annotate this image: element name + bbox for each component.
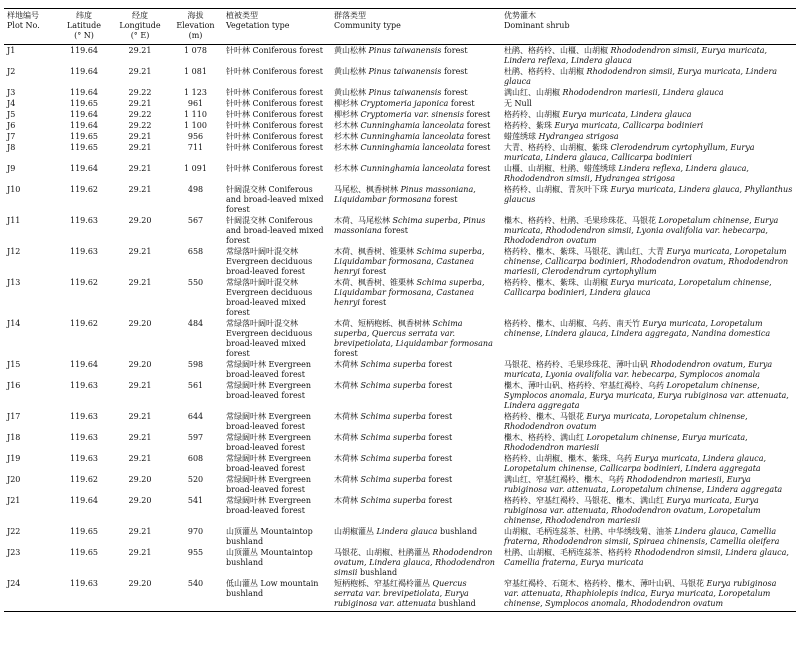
longitude-cell: 29.22 [128, 110, 152, 119]
elevation-cell: 644 [187, 412, 204, 421]
vegetation-type-cell: 常绿阔叶林 Evergreen broad-leaved forest [226, 454, 312, 473]
dominant-shrub-cell: 格药柃、山胡椒、青灰叶下珠 Eurya muricata, Lindera glauca, Phyllanthus glaucus [504, 185, 793, 204]
community-type-cell: 黄山松林 Pinus taiwanensis forest [334, 88, 468, 97]
plot-id-cell: J21 [7, 496, 21, 505]
plot-table [4, 8, 796, 612]
longitude-cell: 29.20 [112, 578, 168, 612]
table-row [4, 215, 796, 246]
vegetation-type-cell: 针叶林 Coniferous forest [226, 88, 323, 97]
plot-id-cell: J6 [7, 121, 16, 130]
latitude-cell: 119.63 [70, 433, 98, 442]
longitude-cell: 29.21 [128, 143, 152, 152]
table-row [4, 246, 796, 277]
plot-id-cell: J4 [7, 99, 16, 108]
dominant-shrub-cell: 蜡莲绣球 Hydrangea strigosa [504, 132, 619, 141]
table-row [4, 66, 796, 87]
vegetation-type-cell: 山顶灌丛 Mountaintop bushland [226, 548, 313, 567]
elevation-cell: 541 [187, 496, 204, 505]
latitude-cell: 119.63 [70, 412, 98, 421]
elevation-cell: 598 [187, 360, 204, 369]
latitude-cell: 119.64 [70, 121, 98, 130]
table-row [4, 184, 796, 215]
plot-id-cell: J5 [7, 110, 16, 119]
latitude-cell: 119.63 [70, 247, 98, 256]
plot-table-container [4, 8, 796, 612]
elevation-cell: 498 [187, 185, 204, 194]
latitude-cell: 119.64 [70, 496, 98, 505]
dominant-shrub-cell: 格药柃、山胡椒、檵木、紫珠、乌药 Eurya muricata, Lindera glauca, Loropetalum chinense, Callicarpa bodinieri, Lindera aggregata [504, 454, 767, 473]
community-type-cell: 黄山松林 Pinus taiwanensis forest [334, 67, 468, 76]
vegetation-type-cell: 针叶林 Coniferous forest [226, 67, 323, 76]
elevation-cell: 567 [187, 216, 204, 225]
community-type-cell: 木荷林 Schima superba forest [334, 412, 453, 421]
community-type-cell: 木荷林 Schima superba forest [334, 360, 453, 369]
table-row [4, 380, 796, 411]
latitude-cell: 119.65 [70, 143, 98, 152]
vegetation-type-cell: 常绿阔叶林 Evergreen broad-leaved forest [226, 412, 312, 431]
vegetation-type-cell: 针阔混交林 Coniferous and broad-leaved mixed forest [226, 185, 324, 214]
latitude-cell: 119.64 [70, 110, 98, 119]
longitude-cell: 29.20 [128, 475, 152, 484]
vegetation-type-cell: 针叶林 Coniferous forest [226, 143, 323, 152]
elevation-cell: 597 [187, 433, 204, 442]
dominant-shrub-cell: 格药柃、檵木、马银花 Eurya muricata, Loropetalum chinense, Rhododendron ovatum [504, 412, 748, 431]
elevation-cell: 1 110 [184, 110, 207, 119]
longitude-cell: 29.21 [128, 99, 152, 108]
community-type-cell: 木荷林 Schima superba forest [334, 381, 453, 390]
plot-id-cell: J22 [7, 527, 21, 536]
latitude-cell: 119.62 [70, 475, 98, 484]
plot-id-cell: J2 [7, 67, 16, 76]
dominant-shrub-cell: 格药柃、檵木、紫珠、马银花、满山红、大青 Eurya muricata, Loropetalum chinense, Callicarpa bodinieri, Rhododendron ovatum, Rhododendron mariesii, Clerodendrum cyrtophyllum [504, 247, 789, 276]
elevation-cell: 1 091 [184, 164, 207, 173]
longitude-cell: 29.20 [128, 216, 152, 225]
longitude-cell: 29.21 [128, 433, 152, 442]
dominant-shrub-cell: 无 Null [504, 99, 532, 108]
plot-id-cell: J12 [7, 247, 21, 256]
vegetation-type-cell: 常绿阔叶林 Evergreen broad-leaved forest [226, 433, 312, 452]
vegetation-type-cell: 常绿阔叶林 Evergreen broad-leaved forest [226, 381, 312, 400]
elevation-cell: 1 123 [184, 88, 207, 97]
elevation-cell: 956 [187, 132, 204, 141]
dominant-shrub-cell: 山橿、山胡椒、杜鹃、蜡莲绣球 Lindera reflexa, Lindera glauca, Rhododendron simsii, Hydrangea strigosa [504, 164, 749, 183]
elevation-cell: 484 [187, 319, 204, 328]
longitude-cell: 29.21 [128, 412, 152, 421]
latitude-cell: 119.64 [70, 46, 98, 55]
table-row [4, 547, 796, 578]
vegetation-type-cell: 针叶林 Coniferous forest [226, 110, 323, 119]
latitude-cell: 119.65 [70, 548, 98, 557]
longitude-cell: 29.20 [128, 496, 152, 505]
longitude-cell: 29.21 [128, 67, 152, 76]
dominant-shrub-cell: 窄基红褐柃、石斑木、格药柃、檵木、薄叶山矾、马银花 Eurya rubiginosa var. attenuata, Rhaphiolepis indica, Eurya muricata, Loropetalum chinense, Symplocos anomala, Rhododendron ovatum [501, 578, 796, 612]
community-type-cell: 柳杉林 Cryptomeria var. sinensis forest [334, 110, 491, 119]
dominant-shrub-cell: 大青、格药柃、山胡椒、紫珠 Clerodendrum cyrtophyllum, Eurya muricata, Lindera glauca, Callicarpa bodinieri [504, 143, 755, 162]
latitude-cell: 119.62 [70, 185, 98, 194]
header-dominant-shrub: 优势灌木 Dominant shrub [501, 9, 796, 45]
vegetation-type-cell: 山顶灌丛 Mountaintop bushland [226, 527, 313, 546]
dominant-shrub-cell: 檵木、格药柃、满山红 Loropetalum chinense, Eurya muricata, Rhododendron mariesii [504, 433, 748, 452]
plot-id-cell: J20 [7, 475, 21, 484]
plot-id-cell: J8 [7, 143, 16, 152]
plot-id-cell: J14 [7, 319, 21, 328]
plot-id-cell: J9 [7, 164, 16, 173]
longitude-cell: 29.21 [128, 454, 152, 463]
vegetation-type-cell: 针叶林 Coniferous forest [226, 121, 323, 130]
longitude-cell: 29.20 [128, 360, 152, 369]
header-longitude: 经度 Longitude (° E) [112, 9, 168, 45]
vegetation-type-cell: 常绿落叶阔叶混交林 Evergreen deciduous broad-leaved mixed forest [226, 319, 313, 358]
latitude-cell: 119.64 [70, 67, 98, 76]
latitude-cell: 119.64 [70, 164, 98, 173]
vegetation-type-cell: 常绿阔叶林 Evergreen broad-leaved forest [226, 475, 312, 494]
table-row [4, 526, 796, 547]
latitude-cell: 119.65 [70, 527, 98, 536]
longitude-cell: 29.21 [128, 548, 152, 557]
dominant-shrub-cell: 檵木、薄叶山矾、格药柃、窄基红褐柃、乌药 Loropetalum chinense, Symplocos anomala, Eurya muricata, Eurya rubiginosa var. attenuata, Lindera aggregata [504, 381, 789, 410]
elevation-cell: 955 [187, 548, 204, 557]
dominant-shrub-cell: 格药柃、檵木、紫珠、山胡椒 Eurya muricata, Loropetalum chinense, Callicarpa bodinieri, Lindera glauca [504, 278, 772, 297]
longitude-cell: 29.21 [128, 278, 152, 287]
plot-id-cell: J15 [7, 360, 21, 369]
longitude-cell: 29.20 [128, 319, 152, 328]
elevation-cell: 961 [187, 99, 204, 108]
plot-id-cell: J7 [7, 132, 16, 141]
longitude-cell: 29.21 [128, 527, 152, 536]
plot-id-cell: J11 [7, 216, 21, 225]
table-row [4, 453, 796, 474]
table-row [4, 359, 796, 380]
longitude-cell: 29.21 [128, 185, 152, 194]
longitude-cell: 29.21 [128, 164, 152, 173]
vegetation-type-cell: 针阔混交林 Coniferous and broad-leaved mixed forest [226, 216, 324, 245]
elevation-cell: 711 [187, 143, 204, 152]
dominant-shrub-cell: 满山红、窄基红褐柃、檵木、乌药 Rhododendron mariesii, Eurya rubiginosa var. attenuata, Loropetalum chinense, Lindera aggregata [504, 475, 783, 494]
plot-id-cell: J1 [7, 46, 16, 55]
longitude-cell: 29.21 [128, 381, 152, 390]
table-row [4, 109, 796, 120]
community-type-cell: 杉木林 Cunninghamia lanceolata forest [334, 143, 491, 152]
table-row [4, 318, 796, 359]
community-type-cell: 木荷林 Schima superba forest [334, 454, 453, 463]
header-vegetation-type: 植被类型 Vegetation type [223, 9, 331, 45]
latitude-cell: 119.65 [70, 99, 98, 108]
vegetation-type-cell: 针叶林 Coniferous forest [226, 164, 323, 173]
latitude-cell: 119.63 [56, 578, 112, 612]
dominant-shrub-cell: 杜鹃、格药柃、山胡椒 Rhododendron simsii, Eurya muricata, Lindera glauca [504, 67, 778, 86]
community-type-cell: 山胡椒灌丛 Lindera glauca bushland [334, 527, 478, 536]
latitude-cell: 119.65 [70, 132, 98, 141]
community-type-cell: 杉木林 Cunninghamia lanceolata forest [334, 132, 491, 141]
elevation-cell: 970 [187, 527, 204, 536]
header-plot-no: 样地编号 Plot No. [4, 9, 56, 45]
community-type-cell: 柳杉林 Cryptomeria japonica forest [334, 99, 475, 108]
dominant-shrub-cell: 檵木、格药柃、杜鹃、毛果珍珠花、马银花 Loropetalum chinense, Eurya muricata, Rhododendron simsii, Lyonia ovalifolia var. hebecarpa, Rhododendron ovatum [504, 216, 779, 245]
vegetation-type-cell: 常绿落叶阔叶混交林 Evergreen deciduous broad-leaved forest [226, 247, 313, 276]
vegetation-type-cell: 低山灌丛 Low mountain bushland [223, 578, 331, 612]
latitude-cell: 119.64 [70, 360, 98, 369]
community-type-cell: 木荷、枫香树、锥栗林 Schima superba, Liquidambar formosana, Castanea henryi forest [334, 278, 485, 307]
plot-id-cell: J13 [7, 278, 21, 287]
dominant-shrub-cell: 格药柃、檵木、山胡椒、乌药、南天竹 Eurya muricata, Loropetalum chinense, Lindera glauca, Lindera aggregata, Nandina domestica [504, 319, 771, 338]
longitude-cell: 29.21 [128, 247, 152, 256]
table-row [4, 432, 796, 453]
elevation-cell: 1 100 [184, 121, 207, 130]
longitude-cell: 29.22 [128, 121, 152, 130]
community-type-cell: 木荷林 Schima superba forest [334, 433, 453, 442]
table-row [4, 45, 796, 67]
dominant-shrub-cell: 杜鹃、山胡椒、毛柄连蕊茶、格药柃 Rhododendron simsii, Lindera glauca, Camellia fraterna, Eurya muricata [504, 548, 789, 567]
elevation-cell: 1 081 [184, 67, 207, 76]
plot-id-cell: J17 [7, 412, 21, 421]
table-row [4, 277, 796, 318]
longitude-cell: 29.22 [128, 88, 152, 97]
dominant-shrub-cell: 满山红、山胡椒 Rhododendron mariesii, Lindera glauca [504, 88, 724, 97]
elevation-cell: 608 [187, 454, 204, 463]
elevation-cell: 540 [168, 578, 223, 612]
header-community-type: 群落类型 Community type [331, 9, 501, 45]
table-row [4, 98, 796, 109]
plot-id-cell: J23 [7, 548, 21, 557]
plot-id-cell: J24 [4, 578, 56, 612]
dominant-shrub-cell: 格药柃、窄基红褐柃、马银花、檵木、满山红 Eurya muricata, Eurya rubiginosa var. attenuata, Rhododendron ovatum, Loropetalum chinense, Rhododendron mariesii [504, 496, 761, 525]
elevation-cell: 658 [187, 247, 204, 256]
dominant-shrub-cell: 格药柃、紫珠 Eurya muricata, Callicarpa bodinieri [504, 121, 704, 130]
table-row [4, 163, 796, 184]
vegetation-type-cell: 常绿落叶阔叶混交林 Evergreen deciduous broad-leaved mixed forest [226, 278, 313, 317]
plot-id-cell: J16 [7, 381, 21, 390]
latitude-cell: 119.64 [70, 88, 98, 97]
table-row [4, 411, 796, 432]
community-type-cell: 短柄枹栎、窄基红褐柃灌丛 Quercus serrata var. brevipetiolata, Eurya rubiginosa var. attenuata bushland [331, 578, 501, 612]
community-type-cell: 木荷林 Schima superba forest [334, 496, 453, 505]
community-type-cell: 杉木林 Cunninghamia lanceolata forest [334, 121, 491, 130]
plot-id-cell: J10 [7, 185, 21, 194]
community-type-cell: 木荷、马尾松林 Schima superba, Pinus massoniana forest [334, 216, 486, 235]
plot-id-cell: J19 [7, 454, 21, 463]
latitude-cell: 119.63 [70, 454, 98, 463]
elevation-cell: 550 [187, 278, 204, 287]
dominant-shrub-cell: 马银花、格药柃、毛果珍珠花、薄叶山矾 Rhododendron ovatum, Eurya muricata, Lyonia ovalifolia var. hebecarpa, Symplocos anomala [504, 360, 773, 379]
header-elevation: 海拔 Elevation (m) [168, 9, 223, 45]
plot-id-cell: J18 [7, 433, 21, 442]
elevation-cell: 520 [187, 475, 204, 484]
latitude-cell: 119.63 [70, 216, 98, 225]
longitude-cell: 29.21 [128, 132, 152, 141]
community-type-cell: 马银花、山胡椒、杜鹃灌丛 Rhododendron ovatum, Lindera glauca, Rhododendron simsii bushland [334, 548, 495, 577]
table-row [4, 120, 796, 131]
vegetation-type-cell: 针叶林 Coniferous forest [226, 46, 323, 55]
elevation-cell: 1 078 [184, 46, 207, 55]
elevation-cell: 561 [187, 381, 204, 390]
vegetation-type-cell: 针叶林 Coniferous forest [226, 132, 323, 141]
community-type-cell: 木荷林 Schima superba forest [334, 475, 453, 484]
table-row [4, 87, 796, 98]
latitude-cell: 119.62 [70, 319, 98, 328]
community-type-cell: 木荷、枫香树、锥栗林 Schima superba, Liquidambar formosana, Castanea henryi forest [334, 247, 485, 276]
table-header [4, 9, 796, 45]
dominant-shrub-cell: 山胡椒、毛柄连蕊茶、杜鹃、中华绣线菊、油茶 Lindera glauca, Camellia fraterna, Rhododendron simsii, Spiraea chinensis, Camellia oleifera [504, 527, 780, 546]
community-type-cell: 杉木林 Cunninghamia lanceolata forest [334, 164, 491, 173]
vegetation-type-cell: 针叶林 Coniferous forest [226, 99, 323, 108]
plot-id-cell: J3 [7, 88, 16, 97]
community-type-cell: 木荷、短柄枹栎、枫香树林 Schima superba, Quercus serrata var. brevipetiolata, Liquidambar formosana forest [334, 319, 493, 358]
table-row [4, 495, 796, 526]
latitude-cell: 119.63 [70, 381, 98, 390]
table-row [4, 142, 796, 163]
header-latitude: 纬度 Latitude (° N) [56, 9, 112, 45]
vegetation-type-cell: 常绿阔叶林 Evergreen broad-leaved forest [226, 496, 312, 515]
longitude-cell: 29.21 [128, 46, 152, 55]
table-row [4, 131, 796, 142]
table-row [4, 474, 796, 495]
dominant-shrub-cell: 杜鹃、格药柃、山橿、山胡椒 Rhododendron simsii, Eurya muricata, Lindera reflexa, Lindera glauca [504, 46, 768, 65]
table-row [4, 578, 796, 612]
community-type-cell: 黄山松林 Pinus taiwanensis forest [334, 46, 468, 55]
vegetation-type-cell: 常绿阔叶林 Evergreen broad-leaved forest [226, 360, 312, 379]
dominant-shrub-cell: 格药柃、山胡椒 Eurya muricata, Lindera glauca [504, 110, 692, 119]
table-body [4, 45, 796, 612]
latitude-cell: 119.62 [70, 278, 98, 287]
community-type-cell: 马尾松、枫香树林 Pinus massoniana, Liquidambar formosana forest [334, 185, 476, 204]
